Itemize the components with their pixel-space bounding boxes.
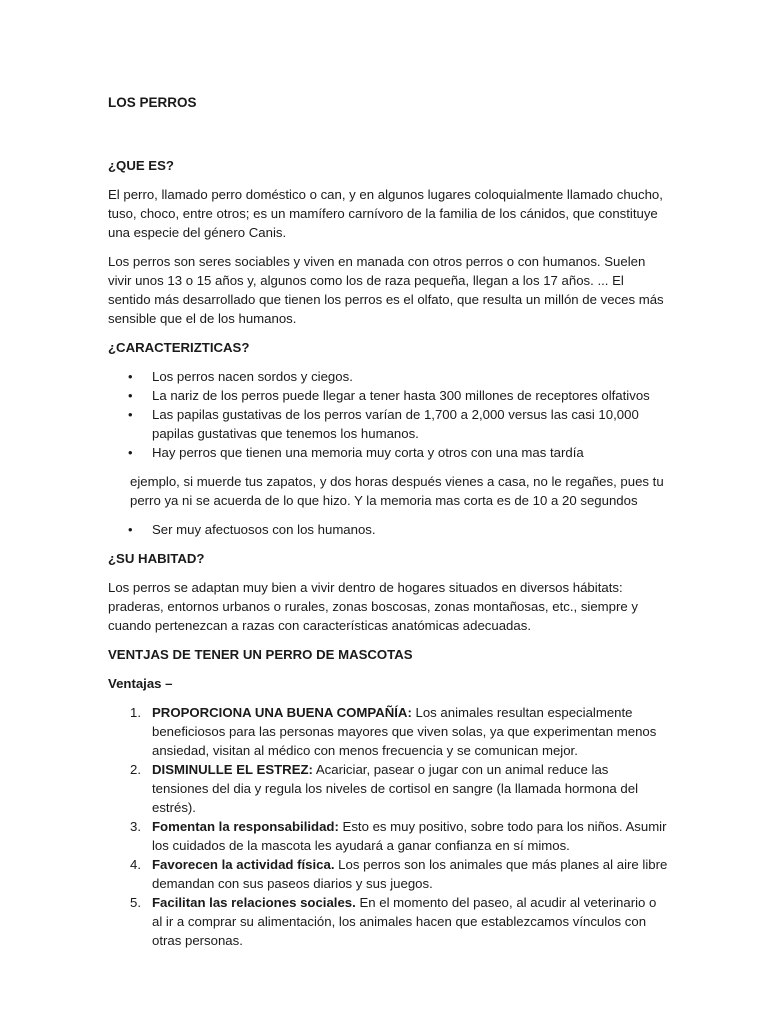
- list-item: [108, 405, 668, 443]
- subheading-ventajas: Ventajas –: [108, 676, 173, 691]
- item-bold-label: Favorecen la actividad física.: [152, 857, 335, 872]
- item-text: En el momento del paseo, al acudir al veterinario o al ir a comprar su alimentación, los animales hacen que establezcamos vínculos con otras personas.: [152, 895, 657, 948]
- bullet-icon: •: [128, 407, 133, 422]
- list-item-text: Los perros nacen sordos y ciegos.: [152, 369, 353, 384]
- list-item-text: Ser muy afectuosos con los humanos.: [152, 522, 376, 537]
- characteristics-list-continued: [108, 520, 668, 539]
- advantages-list: [108, 703, 668, 950]
- paragraph-memory-example: ejemplo, si muerde tus zapatos, y dos horas después vienes a casa, no le regañes, pues tu perro ya ni se acuerda de lo que hizo. Y la memoria mas corta es de 10 a 20 segundos: [130, 474, 664, 508]
- item-number: 1.: [130, 705, 141, 720]
- heading-caracteristicas: ¿CARACTERIZTICAS?: [108, 340, 250, 355]
- paragraph-habitat: Los perros se adaptan muy bien a vivir dentro de hogares situados en diversos hábitats: praderas, entornos urbanos o rurales, zonas boscosas, zonas montañosas, etc., siempre y cuando pertenezcan a razas con características anatómicas adecuadas.: [108, 580, 638, 633]
- list-item: [108, 520, 668, 539]
- item-number: 3.: [130, 819, 141, 834]
- item-number: 4.: [130, 857, 141, 872]
- bullet-icon: •: [128, 369, 133, 384]
- bullet-icon: •: [128, 445, 133, 460]
- item-bold-label: DISMINULLE EL ESTREZ:: [152, 762, 313, 777]
- item-number: 5.: [130, 895, 141, 910]
- list-item: [108, 367, 668, 386]
- characteristics-list: [108, 367, 668, 462]
- bullet-icon: •: [128, 388, 133, 403]
- list-item-text: Las papilas gustativas de los perros varían de 1,700 a 2,000 versus las casi 10,000 papilas gustativas que tenemos los humanos.: [152, 407, 639, 441]
- list-item: [108, 760, 668, 817]
- document-title: LOS PERROS: [108, 95, 197, 110]
- document-content: [108, 93, 668, 950]
- heading-que-es: ¿QUE ES?: [108, 158, 174, 173]
- paragraph-definition: El perro, llamado perro doméstico o can, y en algunos lugares coloquialmente llamado chucho, tuso, choco, entre otros; es un mamífero carnívoro de la familia de los cánidos, que constituye una especie del género Canis.: [108, 187, 663, 240]
- bullet-icon: •: [128, 522, 133, 537]
- list-item: [108, 386, 668, 405]
- list-item: [108, 817, 668, 855]
- list-item-text: La nariz de los perros puede llegar a tener hasta 300 millones de receptores olfativos: [152, 388, 650, 403]
- item-bold-label: PROPORCIONA UNA BUENA COMPAÑÍA:: [152, 705, 412, 720]
- item-text: Esto es muy positivo, sobre todo para los niños. Asumir los cuidados de la mascota les ayudará a ganar confianza en sí mimos.: [152, 819, 667, 853]
- item-number: 2.: [130, 762, 141, 777]
- list-item: [108, 443, 668, 462]
- list-item: [108, 893, 668, 950]
- item-bold-label: Fomentan la responsabilidad:: [152, 819, 339, 834]
- heading-habitat: ¿SU HABITAD?: [108, 551, 205, 566]
- list-item: [108, 855, 668, 893]
- item-text: Acariciar, pasear o jugar con un animal reduce las tensiones del dia y regula los niveles de cortisol en sangre (la llamada hormona del estrés).: [152, 762, 639, 815]
- paragraph-social: Los perros son seres sociables y viven en manada con otros perros o con humanos. Suelen vivir unos 13 o 15 años y, algunos como los de raza pequeña, llegan a los 17 años. ... El sentido más desarrollado que tienen los perros es el olfato, que resulta un millón de veces más sensible que el de los humanos.: [108, 254, 664, 326]
- list-item: [108, 703, 668, 760]
- item-text: Los perros son los animales que más planes al aire libre demandan con sus paseos diarios y sus juegos.: [152, 857, 668, 891]
- list-item-text: Hay perros que tienen una memoria muy corta y otros con una mas tardía: [152, 445, 584, 460]
- item-text: Los animales resultan especialmente beneficiosos para las personas mayores que viven solas, ya que experimentan menos ansiedad, visitan al médico con menos frecuencia y se comunican mejor.: [152, 705, 657, 758]
- heading-ventajas: VENTJAS DE TENER UN PERRO DE MASCOTAS: [108, 647, 413, 662]
- item-bold-label: Facilitan las relaciones sociales.: [152, 895, 356, 910]
